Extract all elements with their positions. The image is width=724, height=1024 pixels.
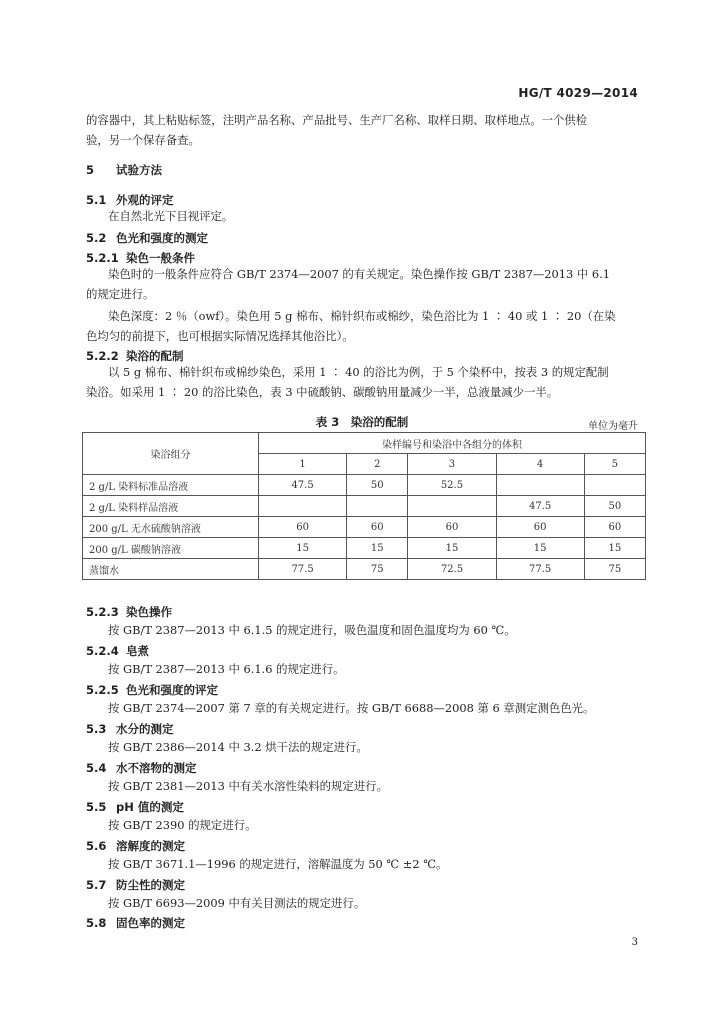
table-caption: 表 3 染浴的配制 <box>315 415 409 429</box>
section-5-2-5-heading <box>86 682 218 698</box>
table-cell: 15 <box>408 538 496 559</box>
table-header-row <box>83 433 646 454</box>
column-header: 4 <box>496 454 584 475</box>
section-title: 染浴的配制 <box>126 349 184 363</box>
section-title: 溶解度的测定 <box>116 839 185 853</box>
table-cell: 50 <box>584 496 645 517</box>
section-number: 5.2.4 <box>86 644 119 658</box>
table-cell: 15 <box>259 538 347 559</box>
table-row <box>83 517 646 538</box>
table-cell: 60 <box>347 517 408 538</box>
section-5-2-heading <box>86 230 208 246</box>
section-title: 试验方法 <box>116 163 162 177</box>
section-5-7-body: 按 GB/T 6693—2009 中有关目测法的规定进行。 <box>108 896 366 910</box>
section-title: 色光和强度的评定 <box>126 683 218 697</box>
section-5-2-3-heading <box>86 604 172 620</box>
table-cell: 15 <box>347 538 408 559</box>
table-cell: 60 <box>408 517 496 538</box>
row-label: 2 g/L 染料标准品溶液 <box>83 475 259 496</box>
row-label: 蒸馏水 <box>83 559 259 580</box>
standard-number: HG/T 4029—2014 <box>518 86 638 100</box>
column-header: 1 <box>259 454 347 475</box>
section-5-2-1-p1-line1: 染色时的一般条件应符合 GB/T 2374—2007 的有关规定。染色操作按 GB/T 2387—2013 中 6.1 <box>108 267 610 281</box>
table-cell: 52.5 <box>408 475 496 496</box>
section-5-2-1-p2-line1: 染色深度：2 ％（owf）。染色用 5 g 棉布、棉针织布或棉纱，染色浴比为 1 ∶ 40 或 1 ∶ 20（在染 <box>108 309 616 323</box>
section-title: 染色操作 <box>126 605 172 619</box>
section-5-2-4-body: 按 GB/T 2387—2013 中 6.1.6 的规定进行。 <box>108 662 345 676</box>
row-header-cell: 染浴组分 <box>83 433 259 475</box>
page-number: 3 <box>631 937 638 948</box>
section-5-1-body: 在自然北光下目视评定。 <box>108 209 234 223</box>
table-row <box>83 538 646 559</box>
intro-line-2: 验，另一个保存备查。 <box>86 133 200 147</box>
table-cell: 15 <box>584 538 645 559</box>
table-cell <box>347 496 408 517</box>
table-cell: 75 <box>347 559 408 580</box>
section-title: 皂煮 <box>126 644 149 658</box>
section-title: 固色率的测定 <box>116 916 185 930</box>
section-title: 外观的评定 <box>116 193 174 207</box>
row-label: 200 g/L 碳酸钠溶液 <box>83 538 259 559</box>
section-number: 5 <box>86 163 95 177</box>
section-title: 水分的测定 <box>116 722 174 736</box>
section-title: 水不溶物的测定 <box>116 761 197 775</box>
section-title: 防尘性的测定 <box>116 878 185 892</box>
table-cell <box>259 496 347 517</box>
column-header: 2 <box>347 454 408 475</box>
section-number: 5.6 <box>86 839 107 853</box>
section-number: 5.1 <box>86 193 107 207</box>
table-unit: 单位为毫升 <box>588 421 638 432</box>
section-number: 5.2.2 <box>86 349 119 363</box>
section-5-2-2-line1: 以 5 g 棉布、棉针织布或棉纱染色，采用 1 ∶ 40 的浴比为例，于 5 个染杯中，按表 3 的规定配制 <box>108 365 609 379</box>
table-cell: 50 <box>347 475 408 496</box>
section-number: 5.4 <box>86 761 107 775</box>
section-5-5-body: 按 GB/T 2390 的规定进行。 <box>108 818 257 832</box>
section-5-heading <box>86 162 162 178</box>
section-5-6-heading <box>86 838 185 854</box>
table-row <box>83 559 646 580</box>
table-cell <box>408 496 496 517</box>
section-title: 染色一般条件 <box>126 251 195 265</box>
section-5-2-1-p1-line2: 的规定进行。 <box>86 287 155 301</box>
section-number: 5.8 <box>86 916 107 930</box>
section-number: 5.2 <box>86 231 107 245</box>
section-5-2-2-line2: 染浴。如采用 1 ∶ 20 的浴比染色，表 3 中硫酸钠、碳酸钠用量减少一半，总液量减少一半。 <box>86 385 559 399</box>
section-number: 5.2.5 <box>86 683 119 697</box>
section-5-2-1-p2-line2: 色均匀的前提下，也可根据实际情况选择其他浴比）。 <box>86 329 354 343</box>
table-cell: 60 <box>259 517 347 538</box>
section-title: pH 值的测定 <box>116 800 184 814</box>
table-cell: 47.5 <box>259 475 347 496</box>
section-5-6-body: 按 GB/T 3671.1—1996 的规定进行，溶解温度为 50 ℃ ±2 ℃。 <box>108 857 448 871</box>
section-5-5-heading <box>86 799 184 815</box>
dye-bath-table <box>82 432 646 580</box>
column-header: 3 <box>408 454 496 475</box>
section-5-4-body: 按 GB/T 2381—2013 中有关水溶性染料的规定进行。 <box>108 779 388 793</box>
section-5-2-5-body: 按 GB/T 2374—2007 第 7 章的有关规定进行。按 GB/T 6688—2008 第 6 章测定测色色光。 <box>108 701 595 715</box>
section-title: 色光和强度的测定 <box>116 231 208 245</box>
section-5-3-heading <box>86 721 174 737</box>
row-label: 2 g/L 染料样品溶液 <box>83 496 259 517</box>
section-5-4-heading <box>86 760 197 776</box>
table-cell: 60 <box>496 517 584 538</box>
table-cell <box>496 475 584 496</box>
group-header-cell: 染样编号和染浴中各组分的体积 <box>259 433 646 454</box>
table-cell: 47.5 <box>496 496 584 517</box>
section-number: 5.2.1 <box>86 251 119 265</box>
section-number: 5.2.3 <box>86 605 119 619</box>
column-header: 5 <box>584 454 645 475</box>
intro-line-1: 的容器中，其上粘贴标签，注明产品名称、产品批号、生产厂名称、取样日期、取样地点。一个供检 <box>86 113 588 127</box>
section-number: 5.3 <box>86 722 107 736</box>
table-cell: 75 <box>584 559 645 580</box>
section-5-8-heading <box>86 915 185 931</box>
section-number: 5.7 <box>86 878 107 892</box>
table-cell: 77.5 <box>259 559 347 580</box>
section-number: 5.5 <box>86 800 107 814</box>
table-cell <box>584 475 645 496</box>
table-row <box>83 496 646 517</box>
table-cell: 15 <box>496 538 584 559</box>
section-5-2-3-body: 按 GB/T 2387—2013 中 6.1.5 的规定进行，吸色温度和固色温度均为 60 ℃。 <box>108 623 516 637</box>
table-row <box>83 475 646 496</box>
row-label: 200 g/L 无水硫酸钠溶液 <box>83 517 259 538</box>
section-5-2-4-heading <box>86 643 149 659</box>
section-5-7-heading <box>86 877 185 893</box>
section-5-3-body: 按 GB/T 2386—2014 中 3.2 烘干法的规定进行。 <box>108 740 368 754</box>
table-cell: 77.5 <box>496 559 584 580</box>
table-cell: 72.5 <box>408 559 496 580</box>
table-cell: 60 <box>584 517 645 538</box>
